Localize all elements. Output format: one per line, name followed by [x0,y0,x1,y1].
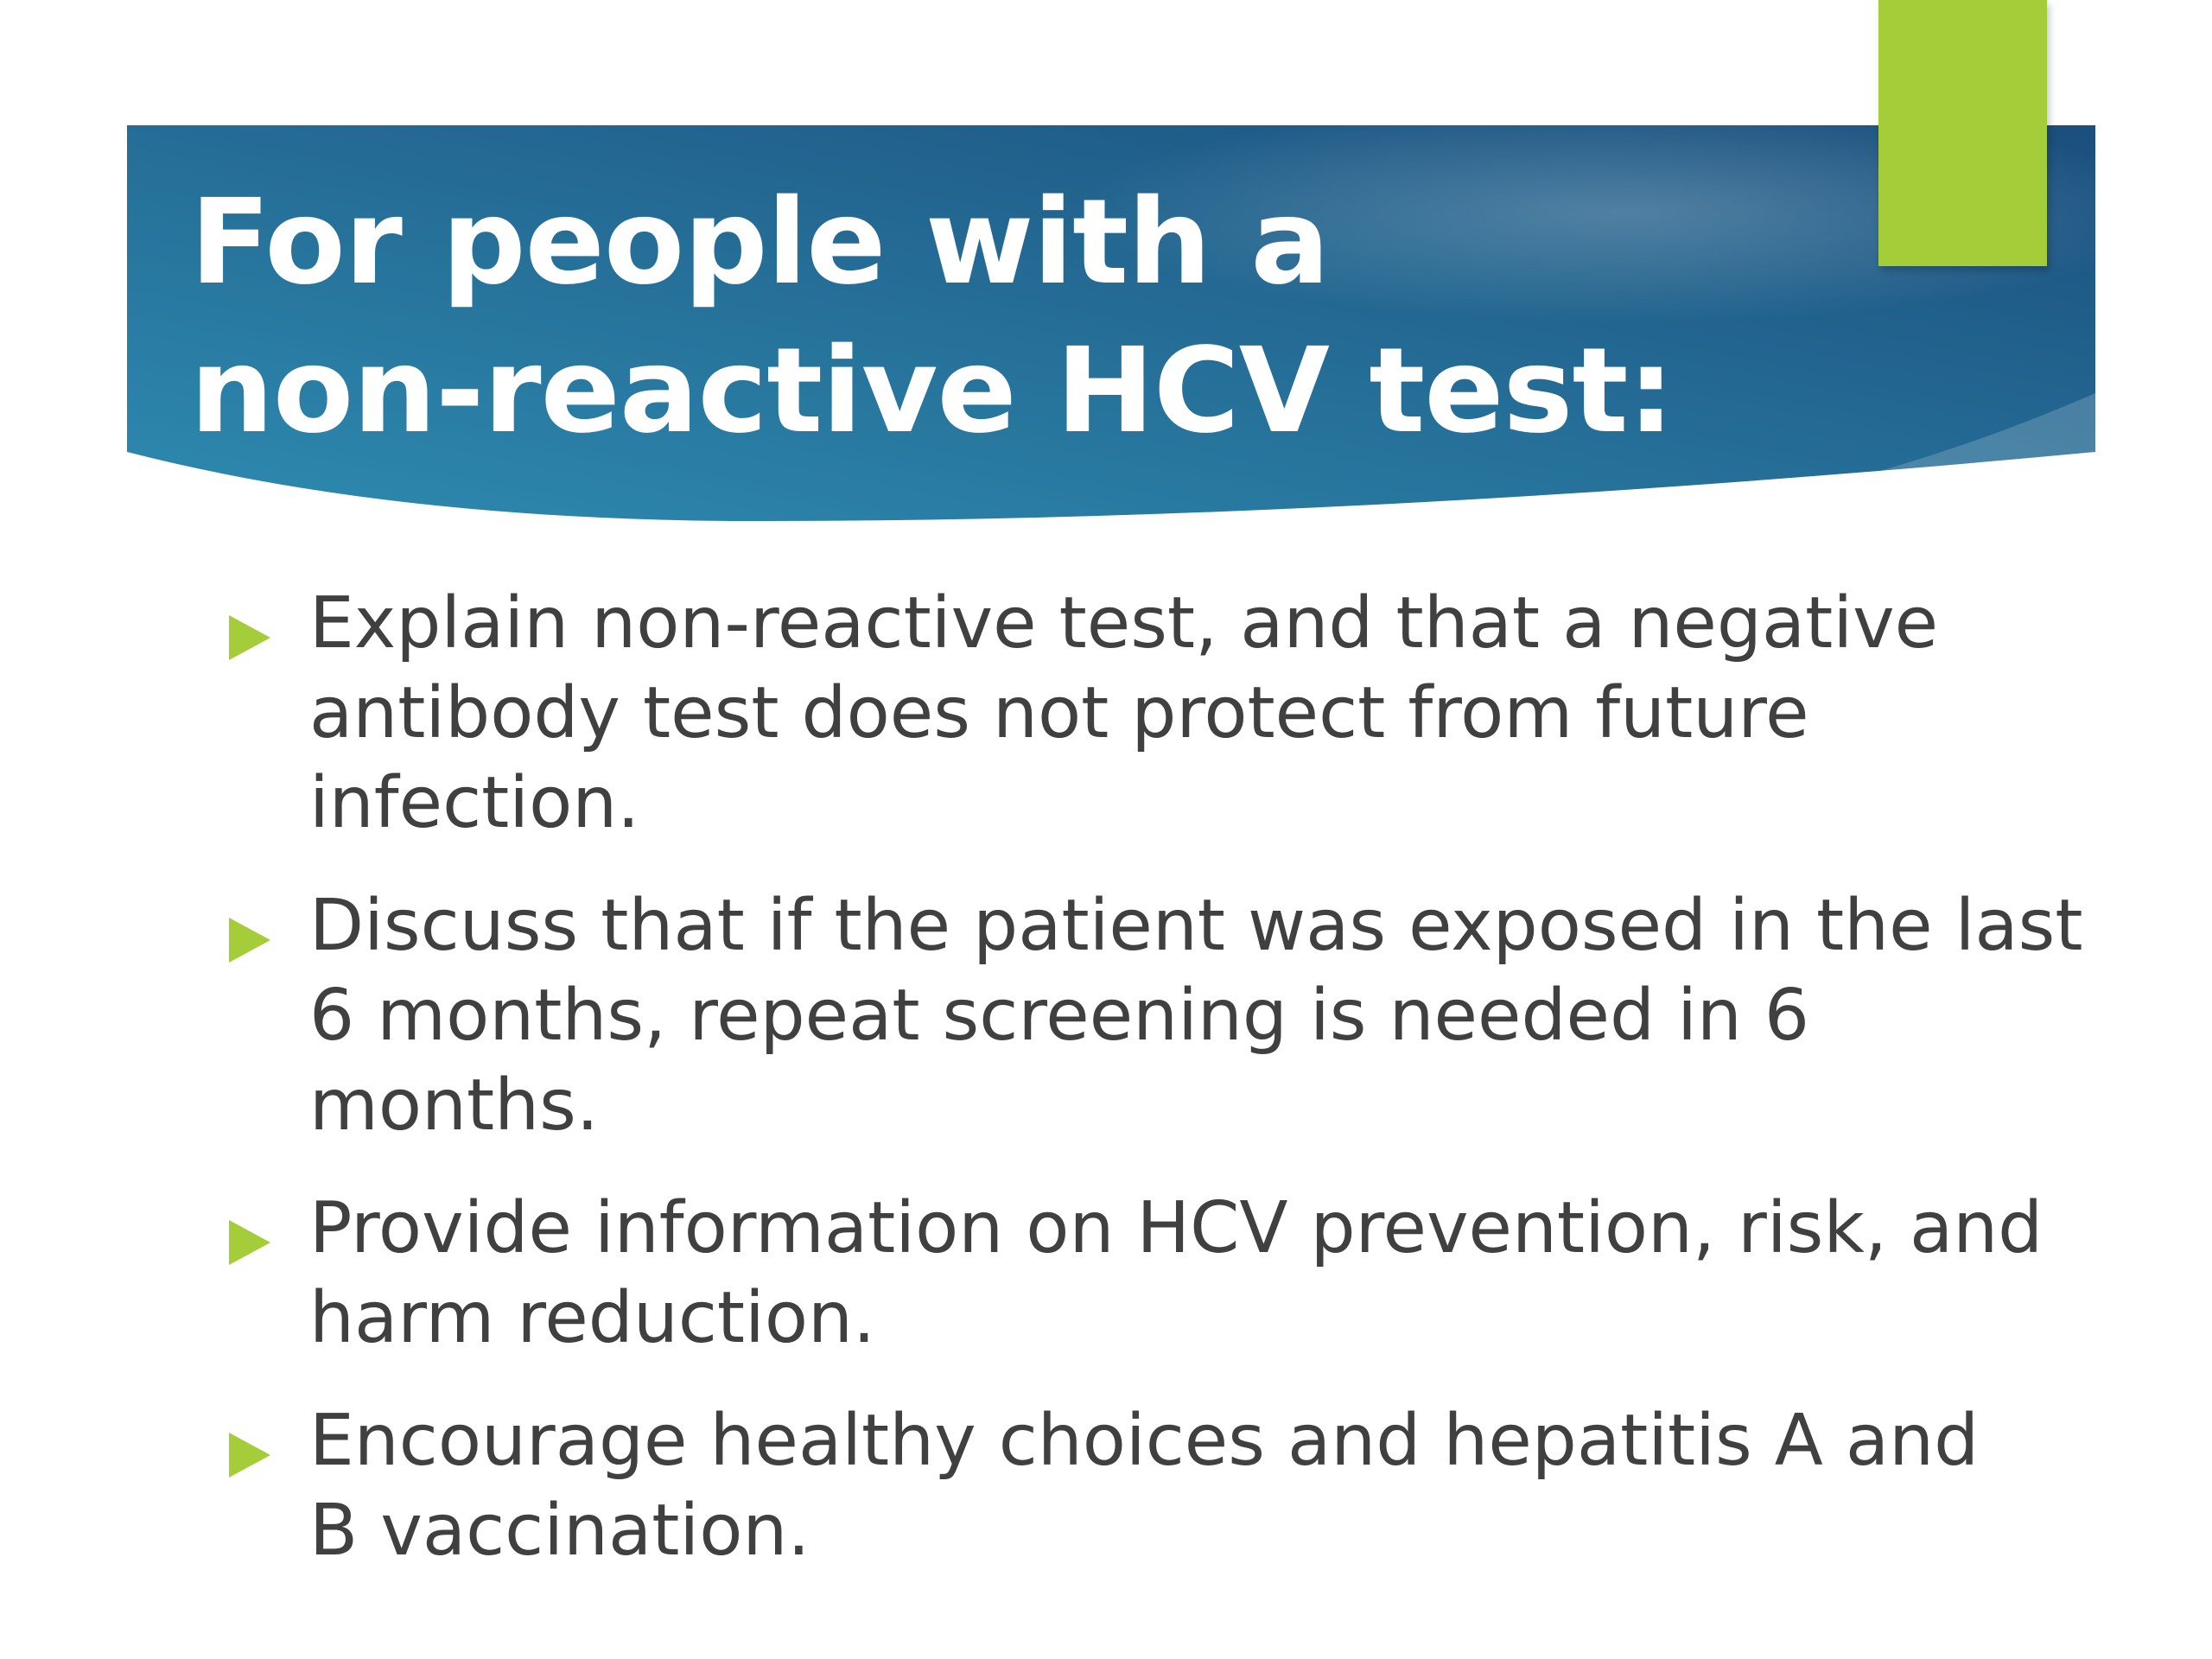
bullet-item-2 [229,881,2087,1151]
bullet-item-4 [229,1396,2087,1576]
bullet-line: months. [309,1065,599,1147]
bullet-line: 6 months, repeat screening is needed in 6 [309,975,1810,1057]
bullet-line: Provide information on HCV prevention, risk, and [309,1187,2044,1269]
accent-bar [1878,0,2047,266]
triangle-right-icon [229,918,270,963]
bullet-line: Explain non-reactive test, and that a negative [309,582,1939,664]
bullet-line: B vaccination. [309,1490,810,1572]
triangle-right-icon [229,615,270,660]
bullet-line: antibody test does not protect from future [309,672,1809,754]
bullet-line: harm reduction. [309,1277,876,1359]
slide-title [190,168,1832,466]
bullet-item-3 [229,1184,2087,1363]
bullet-item-1 [229,579,2087,849]
bullet-line: infection. [309,762,640,844]
bullet-line: Discuss that if the patient was exposed in the last [309,885,2083,967]
title-line-1: For people with a [190,175,1330,311]
bullet-list [229,579,2087,1609]
triangle-right-icon [229,1220,270,1265]
bullet-line: Encourage healthy choices and hepatitis A and [309,1400,1980,1482]
title-line-2: non-reactive HCV test: [190,323,1674,460]
triangle-right-icon [229,1433,270,1478]
